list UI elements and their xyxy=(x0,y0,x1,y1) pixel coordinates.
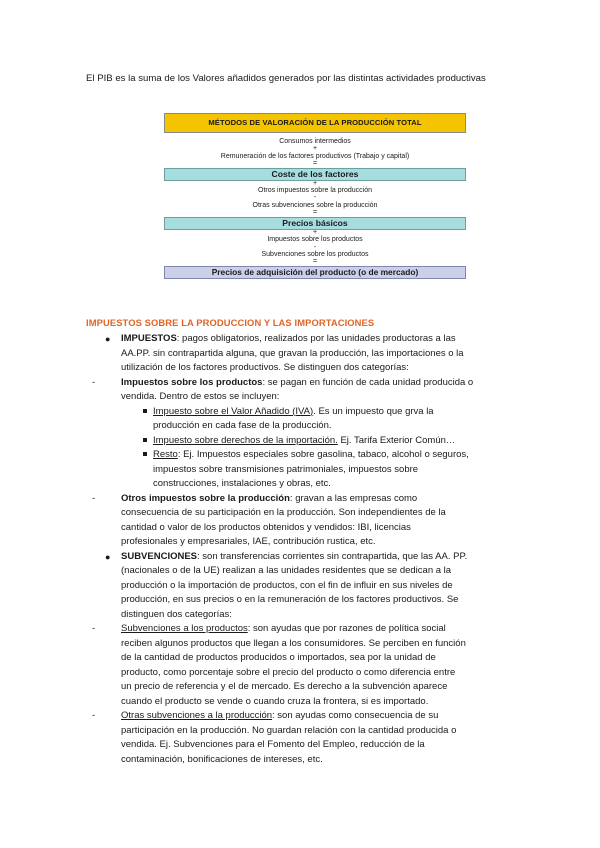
diagram-component: Otras subvenciones sobre la producción xyxy=(252,201,378,209)
item-line: AA.PP. sin contrapartida alguna, que gravan la producción, las importaciones o la xyxy=(121,347,464,359)
item-line: participación en la producción. No guardan relación con la cantidad producida o xyxy=(121,724,457,736)
diagram-component: Consumos intermedios xyxy=(279,138,351,145)
sub-list-item xyxy=(86,448,516,492)
item-text xyxy=(153,434,516,449)
item-heading: Impuesto sobre derechos de la importación. xyxy=(153,434,338,446)
item-line: cuando el producto se vende o cuando cruza la frontera, si es importado. xyxy=(121,695,429,707)
diagram-final-box: Precios de adquisición del producto (o de mercado) xyxy=(164,266,466,279)
item-line: vendida. Ej. Subvenciones para el Fomento del Empleo, reducción de la xyxy=(121,739,425,750)
item-line: Ej. Tarifa Exterior Común… xyxy=(337,434,456,446)
item-line: utilización de los factores productivos. Se distinguen dos categorías: xyxy=(121,362,409,373)
section-content xyxy=(86,332,516,767)
dash-list-item xyxy=(86,376,516,405)
item-line: producción o la importación de productos, con el fin de influir en sus niveles de xyxy=(121,579,453,591)
bullet-list-item xyxy=(86,550,516,623)
item-heading: Impuesto sobre el Valor Añadido (IVA) xyxy=(153,405,314,417)
item-line: consecuencia de su participación en la producción. Son independientes de la xyxy=(121,507,446,518)
diagram-operator: + xyxy=(312,228,318,236)
item-line: profesionales y empresariales, IAE, contribución rustica, etc. xyxy=(121,536,376,547)
item-line: : se pagan en función de cada unidad producida o xyxy=(262,376,474,388)
dash-list-item xyxy=(86,492,516,550)
diagram-operator: = xyxy=(312,258,318,266)
square-bullet-icon xyxy=(143,452,147,456)
diagram-component: Otros impuestos sobre la producción xyxy=(258,187,372,195)
item-heading: Impuestos sobre los productos xyxy=(121,376,263,388)
sub-list-item xyxy=(86,434,516,449)
diagram-component: Impuestos sobre los productos xyxy=(267,236,363,244)
diagram-operator: - xyxy=(313,194,317,202)
item-text xyxy=(121,550,516,623)
item-text xyxy=(153,448,516,492)
item-text xyxy=(121,709,516,767)
item-line: (nacionales o de la UE) realizan a las unidades residentes que se dedican a la xyxy=(121,565,452,576)
item-heading: IMPUESTOS xyxy=(121,333,177,344)
round-bullet-icon: ● xyxy=(105,551,111,562)
item-line: distinguen dos categorías: xyxy=(121,608,232,620)
item-text xyxy=(121,492,516,550)
diagram-operator: + xyxy=(312,145,318,153)
item-line: : gravan a las empresas como xyxy=(289,492,418,504)
item-line: producción, en sus precios o en la remuneración de los factores productivos. Se xyxy=(121,594,459,605)
item-text xyxy=(121,376,516,405)
intro-paragraph: El PIB es la suma de los Valores añadidos generados por las distintas actividades productivas xyxy=(86,73,486,84)
item-line: : pagos obligatorios, realizados por las unidades productoras a las xyxy=(176,333,456,344)
valuation-methods-diagram xyxy=(164,113,466,279)
square-bullet-icon xyxy=(143,409,147,413)
section-title: IMPUESTOS SOBRE LA PRODUCCION Y LAS IMPORTACIONES xyxy=(86,317,375,328)
diagram-operator: = xyxy=(312,160,318,167)
item-line: producto, como porcentaje sobre el precio del producto o como diferencia entre xyxy=(121,666,456,678)
bullet-list-item xyxy=(86,332,516,376)
item-heading: Subvenciones a los productos xyxy=(121,623,248,634)
diagram-operator: = xyxy=(312,209,318,217)
diagram-operator: + xyxy=(312,179,318,187)
dash-list-item xyxy=(86,709,516,767)
item-line: : son ayudas como consecuencia de su xyxy=(272,710,439,721)
diagram-result-box: Precios básicos xyxy=(164,217,466,230)
item-heading: SUBVENCIONES xyxy=(121,550,198,562)
item-line: : Ej. Impuestos especiales sobre gasolina, tabaco, alcohol o seguros, xyxy=(177,449,469,460)
diagram-operator: - xyxy=(313,243,317,251)
item-heading: Resto xyxy=(153,449,178,460)
sub-list-item xyxy=(86,405,516,434)
dash-marker: - xyxy=(92,376,96,388)
item-line: producción en cada fase de la producción. xyxy=(153,420,332,431)
diagram-component: Subvenciones sobre los productos xyxy=(261,251,369,259)
item-line: vendida. Dentro de estos se incluyen: xyxy=(121,391,280,402)
dash-marker: - xyxy=(92,492,96,504)
square-bullet-icon xyxy=(143,438,147,442)
item-line: : son ayudas que por razones de política social xyxy=(247,623,446,634)
item-line: cantidad o valor de los productos obtenidos y vendidos: IBI, licencias xyxy=(121,521,411,533)
diagram-title: MÉTODOS DE VALORACIÓN DE LA PRODUCCIÓN TOTAL xyxy=(164,113,466,133)
item-text xyxy=(153,405,516,434)
item-line: impuestos sobre transmisiones patrimoniales, impuestos sobre xyxy=(153,463,419,475)
diagram-result-box: Coste de los factores xyxy=(164,168,466,181)
item-line: un precio de referencia y el de mercado. Es derecho a la subvención aparece xyxy=(121,681,448,692)
item-line: . Es un impuesto que grva la xyxy=(313,405,434,417)
item-text xyxy=(121,332,516,376)
item-heading: Otros impuestos sobre la producción xyxy=(121,492,290,504)
round-bullet-icon: ● xyxy=(105,334,111,344)
dash-marker: - xyxy=(92,623,96,634)
item-line: : son transferencias corrientes sin contrapartida, que las AA. PP. xyxy=(197,550,468,562)
item-line: reciben algunos productos que llegan a los consumidores. Se perciben en función xyxy=(121,637,466,649)
dash-list-item xyxy=(86,622,516,709)
item-heading: Otras subvenciones a la producción xyxy=(121,710,273,721)
dash-marker: - xyxy=(92,710,96,721)
item-text xyxy=(121,622,516,709)
item-line: construcciones, instalaciones y obras, etc. xyxy=(153,478,331,489)
item-line: de la cantidad de productos producidos o importados, sea por la unidad de xyxy=(121,652,436,663)
item-line: contaminación, bonificaciones de intereses, etc. xyxy=(121,753,323,765)
diagram-component: Remuneración de los factores productivos (Trabajo y capital) xyxy=(220,152,410,160)
